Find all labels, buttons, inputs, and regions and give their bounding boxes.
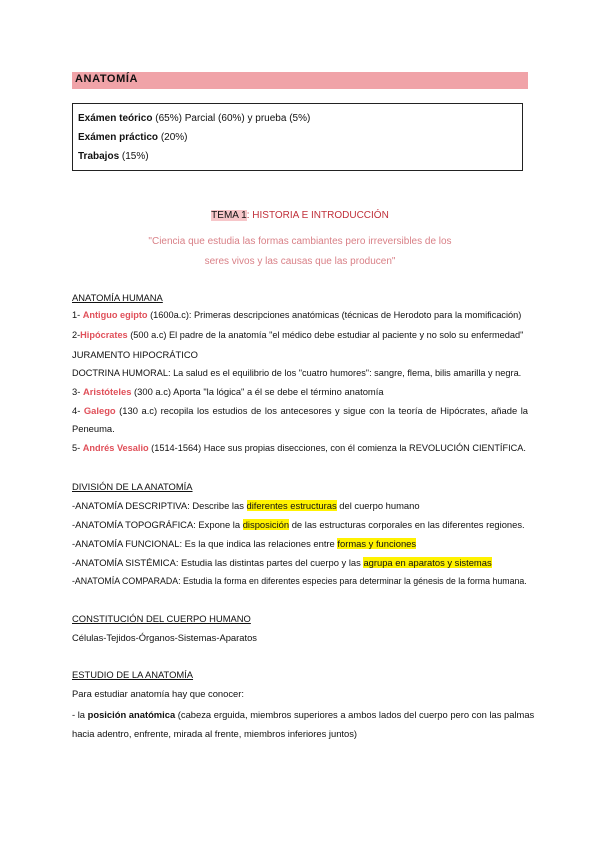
history-item: Peneuma. — [72, 423, 115, 434]
document-title: ANATOMÍA — [75, 73, 139, 85]
history-item: 5- Andrés Vesalio (1514-1564) Hace sus propias disecciones, con él comienza la REVOLUCIÓN CIENTÍFICA. — [72, 443, 526, 453]
division-item: -ANATOMÍA TOPOGRÁFICA: Expone la disposición de las estructuras corporales en las diferentes regiones. — [72, 519, 525, 530]
grading-box — [72, 103, 523, 171]
history-item: 3- Aristóteles (300 a.c) Aporta "la lógica" a él se debe el término anatomía — [72, 386, 384, 397]
section-heading: DIVISIÓN DE LA ANATOMÍA — [72, 481, 193, 492]
history-item: JURAMENTO HIPOCRÁTICO — [72, 349, 198, 360]
section-heading: ANATOMÍA HUMANA — [72, 292, 163, 303]
definition-quote-line: "Ciencia que estudia las formas cambiantes pero irreversibles de los — [148, 236, 452, 247]
constitution-text: Células-Tejidos-Órganos-Sistemas-Aparatos — [72, 632, 257, 643]
history-item: DOCTRINA HUMORAL: La salud es el equilibrio de los "cuatro humores": sangre, flema, bilis amarilla y negra. — [72, 368, 522, 378]
division-item: -ANATOMÍA SISTÉMICA: Estudia las distintas partes del cuerpo y las agrupa en aparatos y sistemas — [72, 557, 492, 568]
division-item: -ANATOMÍA FUNCIONAL: Es la que indica las relaciones entre formas y funciones — [72, 538, 417, 549]
division-item: -ANATOMÍA DESCRIPTIVA: Describe las diferentes estructuras del cuerpo humano — [72, 500, 420, 511]
study-intro: Para estudiar anatomía hay que conocer: — [72, 688, 244, 699]
grading-line: Exámen teórico (65%) Parcial (60%) y prueba (5%) — [78, 113, 311, 124]
definition-quote-line: seres vivos y las causas que las producen" — [204, 256, 396, 267]
history-item: 2-Hipócrates (500 a.c) El padre de la anatomía "el médico debe estudiar al paciente y no solo su enfermedad" — [72, 330, 524, 340]
history-item: 4- Galego (130 a.c) recopila los estudios de los antecesores y sigue con la teoría de Hipócrates, añade la — [72, 405, 528, 416]
grading-line: Exámen práctico (20%) — [78, 132, 188, 143]
study-item-continuation: hacia adentro, enfrente, mirada al frente, miembros inferiores juntos) — [72, 728, 358, 739]
section-heading: ESTUDIO DE LA ANATOMÍA — [72, 669, 194, 680]
study-item: - la posición anatómica (cabeza erguida, miembros superiores a ambos lados del cuerpo pero con las palmas — [72, 709, 535, 720]
division-item: -ANATOMÍA COMPARADA: Estudia la forma en diferentes especies para determinar la génesis de la forma humana. — [72, 576, 527, 586]
section-heading: CONSTITUCIÓN DEL CUERPO HUMANO — [72, 613, 251, 624]
history-item: 1- Antiguo egipto (1600a.c): Primeras descripciones anatómicas (técnicas de Herodoto para la momificación) — [72, 310, 522, 320]
title-bar — [72, 72, 528, 89]
grading-line: Trabajos (15%) — [78, 151, 149, 162]
topic-title: TEMA 1: HISTORIA E INTRODUCCIÓN — [211, 210, 389, 221]
